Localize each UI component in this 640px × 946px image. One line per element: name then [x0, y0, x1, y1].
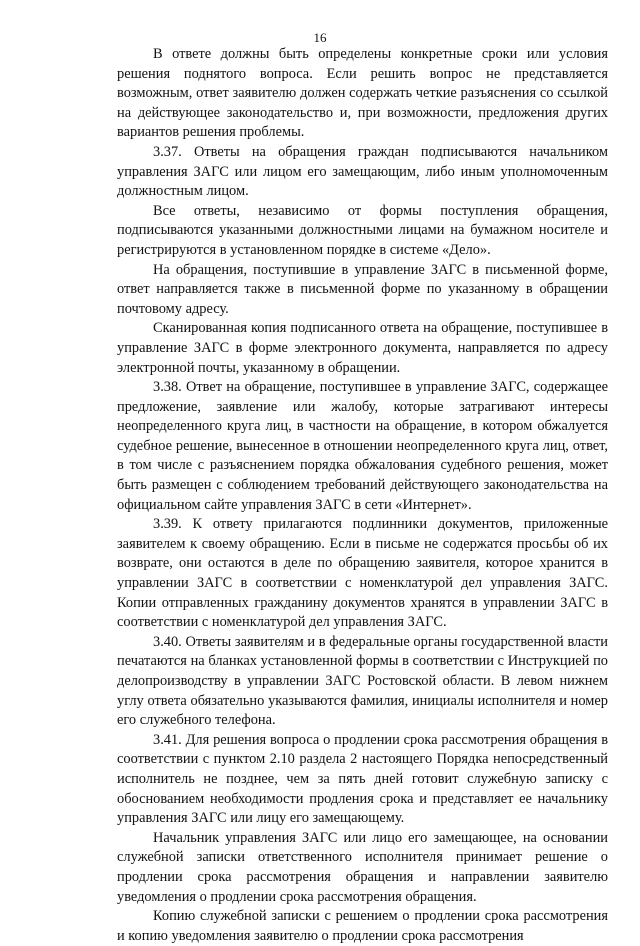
paragraph-extension-decision: Начальник управления ЗАГС или лицо его замещающее, на основании служебной записки ответственного исполнителя принимает решение о продлении срока рассмотрения обращения и направлении заявителю уведомления о продлении срока рассмотрения обращения.: [117, 829, 608, 905]
page-number: 16: [313, 30, 327, 45]
document-body: [117, 45, 608, 946]
paragraph-3-41: 3.41. Для решения вопроса о продлении срока рассмотрения обращения в соответствии с пунктом 2.10 раздела 2 настоящего Порядка непосредственный исполнитель не позднее, чем за пять дней готовит служебную записку с обоснованием необходимости продления срока и представляет ее начальнику управления ЗАГС или лицу его замещающему.: [117, 731, 608, 827]
paragraph-3-40: 3.40. Ответы заявителям и в федеральные органы государственной власти печатаются на бланках установленной формы в соответствии с Инструкцией по делопроизводству в управлении ЗАГС Ростовской области. В левом нижнем углу ответа обязательно указываются фамилия, инициалы исполнителя и номер его служебного телефона.: [117, 633, 608, 729]
paragraph-service-note-copy: Копию служебной записки с решением о продлении срока рассмотрения и копию уведомления заявителю о продлении срока рассмотрения: [117, 908, 608, 944]
paragraph-3-37: 3.37. Ответы на обращения граждан подписываются начальником управления ЗАГС или лицом его замещающим, либо иным уполномоченным должностным лицом.: [117, 143, 608, 200]
paragraph-scanned-copy: Сканированная копия подписанного ответа на обращение, поступившее в управление ЗАГС в форме электронного документа, направляется по адресу электронной почты, указанному в обращении.: [117, 320, 608, 376]
paragraph-3-38: 3.38. Ответ на обращение, поступившее в управление ЗАГС, содержащее предложение, заявление или жалобу, которые затрагивают интересы неопределенного круга лиц, в частности на обращение, в котором обжалуется судебное решение, вынесенное в отношении неопределенного круга лиц, ответ, в том числе с разъяснением порядка обжалования судебного решения, может быть размещен с соблюдением требований действующего законодательства на официальном сайте управления ЗАГС в сети «Интернет».: [117, 379, 608, 513]
paragraph-response-requirements: В ответе должны быть определены конкретные сроки или условия решения поднятого вопроса. Если решить вопрос не представляется возможным, ответ заявителю должен содержать четкие разъяснения со ссылкой на действующее законодательство и, при возможности, предложения других вариантов решения проблемы.: [117, 46, 608, 141]
paragraph-written-form: На обращения, поступившие в управление ЗАГС в письменной форме, ответ направляется также в письменной форме по указанному в обращении почтовому адресу.: [117, 261, 608, 317]
paragraph-signing: Все ответы, независимо от формы поступления обращения, подписываются указанными должностными лицами на бумажном носителе и регистрируются в установленном порядке в системе «Дело».: [117, 202, 608, 258]
paragraph-3-39: 3.39. К ответу прилагаются подлинники документов, приложенные заявителем к своему обращению. Если в письме не содержатся просьбы об их возврате, они остаются в деле по обращению заявителя, которое хранится в управлении ЗАГС в соответствии с номенклатурой дел управления ЗАГС. Копии отправленных гражданину документов хранятся в управлении ЗАГС в соответствии с номенклатурой дел управления ЗАГС.: [117, 516, 608, 631]
